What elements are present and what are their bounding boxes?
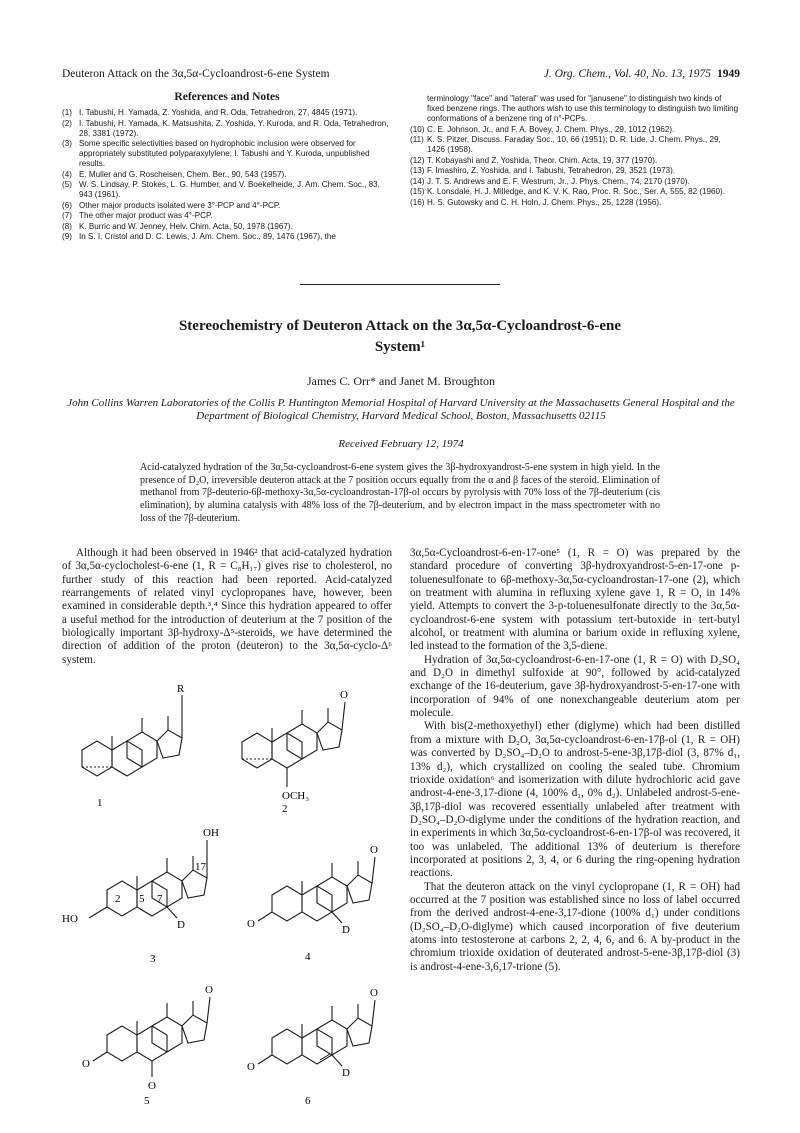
body-left-column: [62, 547, 392, 667]
article-affiliation: John Collins Warren Laboratories of the Collis P. Huntington Memorial Hospital of Harvard University at the Massachusetts General Hospital and the Department of Biological Chemistry, Harvard Medical School, Boston, Massachusetts 02115: [67, 397, 735, 422]
reference-item: (16) H. S. Gutowsky and C. H. Holn, J. Chem. Phys., 25, 1228 (1956).: [410, 197, 662, 207]
body-paragraph: Although it had been observed in 1946² that acid-catalyzed hydration of 3α,5α-cyclocholest-6-ene (1, R = C₈H₁₇) gives rise to cholesterol, no further study of this reaction had been reported. Acid-catalyzed rearrangements of related vinyl cyclopropanes have, however, been examined in considerable depth.³,⁴ Since this hydration appeared to offer a useful method for the introduction of deuterium at the 7 position of the biologically important 3β-hydroxy-Δ⁵-steroids, we have determined the direction of addition of the proton (deuteron) to the 3α,5α-cyclo-Δ⁶ system.: [62, 547, 392, 666]
atom-number-17: 17: [195, 861, 206, 873]
running-head-title: Deuteron Attack on the 3α,5α-Cycloandrost-6-ene System: [62, 68, 330, 80]
reference-item: (3) Some specific selectivities based on hydrophobic inclusion were observed for appropriately substituted polyparaxylylene; I. Tabushi and Y. Kuroda, unpublished results.: [62, 139, 370, 168]
references-left-column: [62, 108, 392, 243]
steroid-structures: [62, 670, 392, 1110]
running-head-journal: J. Org. Chem., Vol. 40, No. 13, 1975 1949: [543, 68, 740, 80]
reference-item: (11) K. S. Pitzer, Discuss. Faraday Soc., 10, 66 (1951); D. R. Lide, J. Chem. Phys., 29, 1426 (1958).: [410, 135, 721, 154]
article-authors: James C. Orr* and Janet M. Broughton: [307, 374, 495, 388]
atom-O: O: [148, 1080, 156, 1092]
atom-O: O: [370, 987, 378, 999]
body-paragraph: 3α,5α-Cycloandrost-6-en-17-one⁵ (1, R = O) was prepared by the standard procedure of converting 3β-hydroxyandrost-5-en-17-one p-toluenesulfonate to 6β-methoxy-3α,5α-cycloandrostan-17-one (2), which on treatment with alumina in refluxing xylene gave 1, R = O, in 14% yield. Attempts to convert the 3-p-toluenesulfonate directly to the 3α,5α-cycloandrost-6-ene system with potassium tert-butoxide in tert-butyl alcohol, or treatment with alumina or barium oxide in refluxing xylene, led instead to the formation of the 3,5-diene.: [410, 547, 740, 653]
atom-D: D: [177, 919, 185, 931]
atom-O: O: [82, 1058, 90, 1070]
atom-number-7: 7: [157, 893, 163, 905]
structure-3: [62, 827, 219, 931]
reference-item: (6) Other major products isolated were 3°-PCP and 4°-PCP.: [62, 200, 281, 210]
structure-1: [82, 683, 185, 776]
article-title: Stereochemistry of Deuteron Attack on the 3α,5α-Cycloandrost-6-ene System¹: [178, 318, 622, 355]
reference-item: (9) In S. I. Cristol and D. C. Lewis, J. Am. Chem. Soc., 89, 1476 (1967), the: [62, 232, 336, 241]
structures-figure: [62, 670, 392, 1110]
atom-D: D: [342, 1067, 350, 1079]
atom-O: O: [340, 689, 348, 701]
atom-number-5: 5: [139, 893, 145, 905]
structure-2: [242, 689, 348, 802]
abstract: Acid-catalyzed hydration of the 3α,5α-cycloandrost-6-ene system gives the 3β-hydroxyandrost-5-ene system in high yield. In the presence of D₂O, irreversible deuteron attack at the 7 position occurs equally from the α and β faces of the steroid. Elimination of methanol from 7β-deuterio-6β-methoxy-3α,5α-cycloandrostan-17β-ol occurs by pyrolysis with 70% loss of the 7β-deuterium (cis elimination), by alumina catalysis with 48% loss of the 7β-deuterium, and by electron impact in the mass spectrometer with no loss of the 7β-deuterium.: [140, 462, 660, 524]
compound-label-5: 5: [144, 1095, 150, 1107]
page-number: 1949: [717, 68, 740, 80]
body-paragraph: Hydration of 3α,5α-cycloandrost-6-en-17-one (1, R = O) with D₂SO₄ and D₂O in dimethyl sulfoxide at 90°, followed by acid-catalyzed exchange of the 16-deuterium, gave 3β-hydroxyandrost-5-en-17-one with incorporation of 94% of one nonexchangeable deuterium atom per molecule.: [410, 653, 740, 720]
compound-label-2: 2: [282, 803, 288, 815]
reference-item: (13) F. Imashiro, Z. Yoshida, and I. Tabushi, Tetrahedron, 29, 3521 (1973).: [410, 166, 676, 175]
compound-label-1: 1: [97, 797, 103, 809]
atom-O: O: [247, 1061, 255, 1073]
atom-R: R: [177, 683, 185, 695]
reference-item: (8) K. Burric and W. Jenney, Helv. Chim. Acta, 50, 1978 (1967).: [62, 221, 293, 231]
body-paragraph: That the deuteron attack on the vinyl cyclopropane (1, R = OH) had occurred at the 7 position was established since no loss of label occurred from the derived androst-4-ene-3,17-dione (100% d₁) under conditions (D₂SO₄–D₂O-diglyme) which caused incorporation of five deuterium atoms into testosterone at carbons 2, 2, 4, 6, and 6. A by-product in the chromium trioxide oxidation of deuterated androst-5-ene-3β,17β-diol (3) is androst-4-ene-3,6,17-trione (5).: [410, 880, 740, 973]
reference-item: (1) I. Tabushi, H. Yamada, Z. Yoshida, and R. Oda, Tetrahedron, 27, 4845 (1971).: [62, 108, 358, 117]
atom-O: O: [370, 844, 378, 856]
reference-item: (14) J. T. S. Andrews and E. F. Westrum, Jr., J. Phys. Chem., 74, 2170 (1970).: [410, 176, 690, 186]
atom-number-2: 2: [115, 893, 121, 905]
structure-6: [247, 987, 378, 1079]
atom-O: O: [205, 984, 213, 996]
structure-5: [82, 984, 213, 1092]
references-right-column: [410, 94, 740, 208]
body-right-column: [410, 547, 740, 974]
atom-D: D: [342, 924, 350, 936]
reference-item: (5) W. S. Lindsay, P. Stokes, L. G. Humber, and V. Boekelheide, J. Am. Chem. Soc., 83, 943 (1961).: [62, 180, 380, 199]
compound-label-4: 4: [305, 951, 311, 963]
reference-item: (15) K. Lonsdale, H. J. Milledge, and K. V. K. Rao, Proc. R. Soc., Ser. A, 555, 82 (1960).: [410, 187, 725, 196]
structure-4: [247, 844, 378, 936]
references-heading: References and Notes: [174, 91, 280, 103]
reference-item: (12) T. Kobayashi and Z. Yoshida, Theor. Chim. Acta, 19, 377 (1970).: [410, 155, 658, 165]
section-divider: [300, 284, 500, 285]
received-date: Received February 12, 1974: [338, 438, 464, 450]
running-head: [62, 68, 740, 84]
atom-HO: HO: [62, 913, 78, 925]
atom-OH: OH: [203, 827, 219, 839]
reference-item: (4) E. Muller and G. Roscheisen, Chem. Ber., 90, 543 (1957).: [62, 169, 287, 179]
atom-O: O: [247, 918, 255, 930]
atom-OCH3: OCH₃: [282, 790, 310, 802]
reference-continuation: terminology "face" and "lateral" was used for "janusene" to distinguish two kinds of fixed benzene rings. The authors wish to use this terminology to distinguish two limiting conformations of a benzene ring of n°-PCPs.: [427, 94, 739, 123]
body-paragraph: With bis(2-methoxyethyl) ether (diglyme) which had been distilled from a mixture with D₂O, 3α,5α-cycloandrost-6-en-17β-ol (1, R = OH) was converted by D₂SO₄–D₂O to androst-5-ene-3β,17β-diol (3, 87% d₁, 13% d₂), which crystallized on cooling the sealed tube. Chromium trioxide oxidation⁶ and isomerization with dilute hydrochloric acid gave androst-4-ene-3,17-dione (4, 100% d₁, 0% d₂). Unlabeled androst-5-ene-3β,17β-diol was recovered essentially unlabeled after treatment with D₂SO₄–D₂O-diglyme under the conditions of the hydration reaction, and in experiments in which 3α,5α-cycloandrost-6-en-17β-ol was recovered, it too was unlabeled. The additional 13% of deuterium is therefore incorporated at positions 2, 3, 4, or 6 during the ring-opening hydration reactions.: [410, 720, 740, 880]
reference-item: (10) C. E. Johnson, Jr., and F. A. Bovey, J. Chem. Phys., 29, 1012 (1962).: [410, 124, 675, 134]
compound-label-3: 3: [150, 953, 156, 965]
compound-label-6: 6: [305, 1095, 311, 1107]
reference-item: (2) I. Tabushi, H. Yamada, K. Matsushita, Z. Yoshida, Y. Kuroda, and R. Oda, Tetrahedron, 28, 3381 (1972).: [62, 118, 389, 138]
references-section: [62, 92, 740, 282]
reference-item: (7) The other major product was 4°-PCP.: [62, 211, 213, 220]
